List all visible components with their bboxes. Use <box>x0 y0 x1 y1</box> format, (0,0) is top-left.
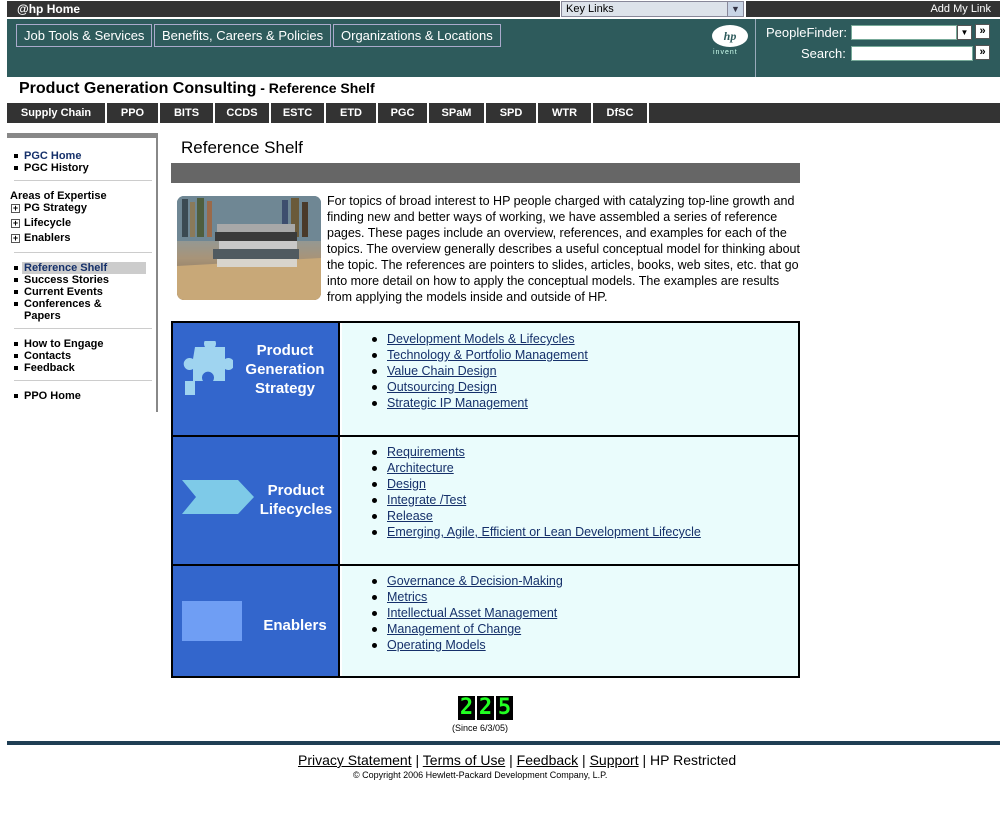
shelf-title-enablers: Enablers <box>263 617 327 634</box>
link-management-of-change[interactable]: Management of Change <box>387 621 563 637</box>
areas-of-expertise-heading: Areas of Expertise <box>10 190 107 202</box>
org-tab-bar <box>7 103 1000 123</box>
people-finder-panel <box>755 19 1000 77</box>
shelf-row-header <box>173 566 340 676</box>
sidebar-item-enablers[interactable]: Enablers <box>24 232 71 244</box>
people-finder-dropdown-icon[interactable]: ▼ <box>957 25 972 40</box>
shelf-links-panel <box>342 437 798 564</box>
hit-counter <box>458 696 513 720</box>
people-finder-go-button[interactable]: » <box>975 24 990 39</box>
sidebar-item-lifecycle[interactable]: Lifecycle <box>24 217 72 229</box>
link-metrics[interactable]: Metrics <box>387 589 563 605</box>
shelf-links-panel <box>342 323 798 435</box>
expand-plus-icon[interactable]: + <box>12 218 19 228</box>
books-illustration <box>177 196 321 300</box>
bullet-icon <box>14 302 18 306</box>
bullet-icon <box>14 342 18 346</box>
sidebar-divider <box>14 380 152 381</box>
shelf-links-panel <box>342 566 798 676</box>
content-title: Reference Shelf <box>181 138 303 157</box>
puzzle-icon <box>181 341 233 403</box>
shelf-title-line: Product <box>256 342 314 359</box>
link-release[interactable]: Release <box>387 508 701 524</box>
page-title <box>19 80 375 98</box>
title-rule-bar <box>171 163 800 183</box>
left-sidebar <box>7 133 158 412</box>
people-finder-label: PeopleFinder: <box>766 25 847 40</box>
link-intellectual-asset[interactable]: Intellectual Asset Management <box>387 605 563 621</box>
expand-plus-icon[interactable]: + <box>12 203 19 213</box>
bullet-icon <box>14 394 18 398</box>
footer-rule <box>7 741 1000 745</box>
shelf-title-line: Strategy <box>254 380 316 397</box>
page-title-sub: - Reference Shelf <box>256 80 375 96</box>
search-label: Search: <box>801 46 846 61</box>
sidebar-item-feedback[interactable]: Feedback <box>24 362 75 374</box>
link-architecture[interactable]: Architecture <box>387 460 701 476</box>
link-strategic-ip[interactable]: Strategic IP Management <box>387 395 588 411</box>
feedback-link[interactable]: Feedback <box>516 752 579 768</box>
nav-organizations[interactable]: Organizations & Locations <box>333 24 501 47</box>
bullet-icon <box>14 278 18 282</box>
support-link[interactable]: Support <box>589 752 639 768</box>
sidebar-divider <box>14 328 152 329</box>
link-operating-models[interactable]: Operating Models <box>387 637 563 653</box>
link-outsourcing[interactable]: Outsourcing Design <box>387 379 588 395</box>
counter-digit: 2 <box>459 695 474 720</box>
bullet-icon <box>14 354 18 358</box>
tab-pgc[interactable]: PGC <box>378 103 429 123</box>
chevron-arrow-icon <box>182 480 254 514</box>
link-integrate-test[interactable]: Integrate /Test <box>387 492 701 508</box>
page-title-main: Product Generation Consulting <box>19 80 257 97</box>
sidebar-top-rule <box>7 133 158 138</box>
search-go-button[interactable]: » <box>975 45 990 60</box>
tab-spd[interactable]: SPD <box>486 103 538 123</box>
reference-shelf-table <box>171 321 800 678</box>
footer-links <box>298 752 736 768</box>
expand-plus-icon[interactable]: + <box>12 233 19 243</box>
shelf-link-list <box>387 444 701 540</box>
sidebar-item-reference-shelf[interactable]: Reference Shelf <box>24 262 108 274</box>
link-governance[interactable]: Governance & Decision-Making <box>387 574 563 588</box>
copyright: © Copyright 2006 Hewlett-Packard Development Company, L.P. <box>353 770 608 780</box>
link-requirements[interactable]: Requirements <box>387 444 701 460</box>
link-technology-portfolio[interactable]: Technology & Portfolio Management <box>387 348 588 362</box>
tab-bits[interactable]: BITS <box>160 103 215 123</box>
nav-benefits[interactable]: Benefits, Careers & Policies <box>154 24 331 47</box>
hp-restricted-label: HP Restricted <box>650 752 737 768</box>
shelf-row-enablers <box>173 566 798 676</box>
chevron-down-icon[interactable]: ▼ <box>727 2 743 16</box>
tab-wtr[interactable]: WTR <box>538 103 593 123</box>
sidebar-item-how-to-engage[interactable]: How to Engage <box>24 338 104 350</box>
bullet-icon <box>14 154 18 158</box>
bullet-icon <box>14 266 18 270</box>
link-value-chain[interactable]: Value Chain Design <box>387 363 588 379</box>
sidebar-item-success-stories[interactable]: Success Stories <box>24 274 109 286</box>
tab-ccds[interactable]: CCDS <box>215 103 271 123</box>
books-photo <box>177 196 321 300</box>
sidebar-item-current-events[interactable]: Current Events <box>24 286 103 298</box>
counter-since: (Since 6/3/05) <box>452 723 509 733</box>
shelf-title-line: Generation <box>245 361 325 378</box>
sidebar-item-pgc-home[interactable]: PGC Home <box>24 150 82 162</box>
footer-separator: | <box>505 752 517 768</box>
bullet-icon <box>14 166 18 170</box>
privacy-statement-link[interactable]: Privacy Statement <box>298 752 412 768</box>
block-icon <box>182 601 242 641</box>
tab-dfsc[interactable]: DfSC <box>593 103 649 123</box>
tab-ppo[interactable]: PPO <box>107 103 160 123</box>
tab-spam[interactable]: SPaM <box>429 103 486 123</box>
sidebar-item-pg-strategy[interactable]: PG Strategy <box>24 202 87 214</box>
top-bar-left <box>7 1 560 17</box>
add-my-link[interactable]: Add My Link <box>930 3 991 15</box>
sidebar-item-pgc-history[interactable]: PGC History <box>24 162 89 174</box>
link-development-models[interactable]: Development Models & Lifecycles <box>387 331 588 347</box>
shelf-row-strategy <box>173 323 798 437</box>
link-emerging-lifecycle[interactable]: Emerging, Agile, Efficient or Lean Development Lifecycle <box>387 525 701 539</box>
tab-estc[interactable]: ESTC <box>271 103 326 123</box>
sidebar-item-ppo-home[interactable]: PPO Home <box>24 390 81 402</box>
shelf-row-header <box>173 437 340 564</box>
sidebar-divider <box>14 180 152 181</box>
shelf-title-line: Product <box>267 482 325 499</box>
nav-job-tools[interactable]: Job Tools & Services <box>16 24 152 47</box>
search-input[interactable] <box>851 46 973 61</box>
shelf-title-lifecycles <box>253 481 339 519</box>
key-links-select[interactable] <box>561 1 744 17</box>
bullet-icon <box>14 366 18 370</box>
shelf-row-header <box>173 323 340 435</box>
bullet-icon <box>14 290 18 294</box>
top-bar <box>0 0 1005 19</box>
shelf-link-list <box>387 331 588 411</box>
footer-separator: | <box>411 752 423 768</box>
terms-of-use-link[interactable]: Terms of Use <box>422 752 506 768</box>
shelf-link-list <box>387 573 563 653</box>
sidebar-item-contacts[interactable]: Contacts <box>24 350 72 362</box>
invent-tagline: invent <box>713 49 738 56</box>
sidebar-divider <box>14 252 152 253</box>
hp-logo[interactable]: hp <box>712 25 748 47</box>
sidebar-item-conferences[interactable]: Conferences & <box>24 298 102 310</box>
shelf-title-line: Lifecycles <box>259 501 333 518</box>
sidebar-item-papers[interactable]: Papers <box>24 310 61 322</box>
counter-digit: 2 <box>478 695 493 720</box>
shelf-row-lifecycles <box>173 437 798 566</box>
tab-supply-chain[interactable]: Supply Chain <box>7 103 107 123</box>
shelf-title-strategy <box>235 341 335 398</box>
footer-separator: | <box>638 752 651 768</box>
hp-home-link[interactable]: @hp Home <box>17 2 81 16</box>
intro-paragraph: For topics of broad interest to HP people charged with catalyzing top-line growth and finding new and better ways of working, we have assembled a series of reference pages. These pages include an overview, references, and examples for each of the topics. The overview generally describes a useful conceptual model for thinking about the topic. The references are pointers to slides, articles, books, web sites, etc. that go into more detail on how to apply the conceptual models. The examples are results from applying the models inside and outside of HP. <box>327 194 800 304</box>
footer-separator: | <box>578 752 590 768</box>
link-design[interactable]: Design <box>387 476 701 492</box>
tab-etd[interactable]: ETD <box>326 103 378 123</box>
counter-digit: 5 <box>497 695 512 720</box>
key-links-label: Key Links <box>566 3 614 15</box>
people-finder-input[interactable] <box>851 25 957 40</box>
